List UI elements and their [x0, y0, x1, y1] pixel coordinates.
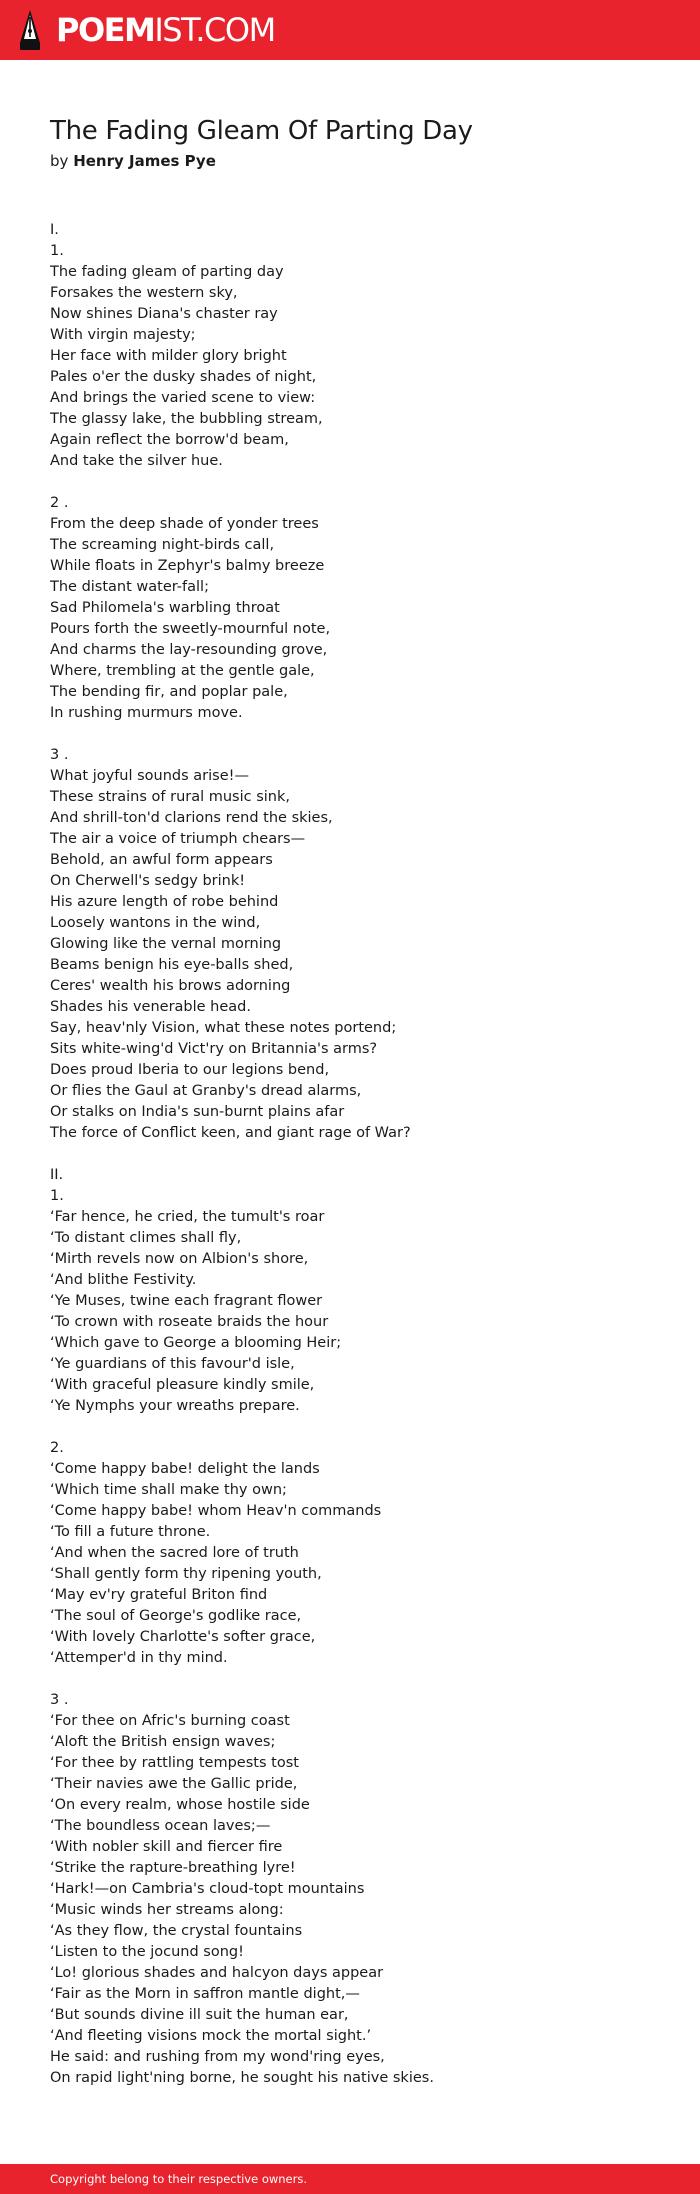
poem-line: ‘Ye Muses, twine each fragrant flower	[50, 1293, 323, 1309]
poem-line: Where, trembling at the gentle gale,	[50, 663, 315, 679]
poem-line: Her face with milder glory bright	[50, 348, 287, 364]
poem-line: ‘Which gave to George a blooming Heir;	[50, 1335, 342, 1351]
poem-line: ‘But sounds divine ill suit the human ear,	[50, 2007, 349, 2023]
site-footer	[0, 2164, 700, 2194]
poem-line: ‘Attemper'd in thy mind.	[50, 1650, 228, 1666]
poem-line: ‘And blithe Festivity.	[50, 1272, 197, 1288]
stanza-break	[50, 1417, 650, 1438]
poem-line: ‘As they flow, the crystal fountains	[50, 1923, 303, 1939]
poem-line: ‘Their navies awe the Gallic pride,	[50, 1776, 298, 1792]
poem-line: Ceres' wealth his brows adorning	[50, 978, 291, 994]
poem-content	[50, 114, 650, 2089]
poem-line: ‘May ev'ry grateful Briton find	[50, 1587, 268, 1603]
poem-line: ‘Fair as the Morn in saffron mantle dight,—	[50, 1986, 360, 2002]
poem-line: 2 .	[50, 495, 69, 511]
poem-line: I.	[50, 222, 59, 238]
poem-line: ‘Hark!—on Cambria's cloud-topt mountains	[50, 1881, 365, 1897]
poem-line: ‘The boundless ocean laves;—	[50, 1818, 271, 1834]
poem-line: Sits white-wing'd Vict'ry on Britannia's arms?	[50, 1041, 378, 1057]
poem-byline	[50, 148, 650, 174]
poem-line: Or stalks on India's sun-burnt plains afar	[50, 1104, 345, 1120]
poem-line: The fading gleam of parting day	[50, 264, 284, 280]
poem-line: II.	[50, 1167, 64, 1183]
poem-line: He said: and rushing from my wond'ring eyes,	[50, 2049, 385, 2065]
poem-line: ‘With nobler skill and fiercer fire	[50, 1839, 283, 1855]
poem-line: 3 .	[50, 1692, 69, 1708]
poem-line: ‘Come happy babe! whom Heav'n commands	[50, 1503, 382, 1519]
poem-line: ‘On every realm, whose hostile side	[50, 1797, 310, 1813]
poem-line: ‘To distant climes shall fly,	[50, 1230, 242, 1246]
site-header	[0, 0, 700, 60]
poem-line: ‘The soul of George's godlike race,	[50, 1608, 302, 1624]
poem-line: ‘With lovely Charlotte's softer grace,	[50, 1629, 316, 1645]
poem-line: The force of Conflict keen, and giant rage of War?	[50, 1125, 411, 1141]
poem-line: Pales o'er the dusky shades of night,	[50, 369, 317, 385]
poem-line: The bending fir, and poplar pale,	[50, 684, 288, 700]
poem-line: ‘To fill a future throne.	[50, 1524, 211, 1540]
quill-pen-icon	[18, 9, 42, 51]
poem-line: Forsakes the western sky,	[50, 285, 238, 301]
poem-line: From the deep shade of yonder trees	[50, 516, 319, 532]
poem-title: The Fading Gleam Of Parting Day	[50, 116, 473, 146]
logo-wordmark	[56, 10, 275, 50]
poem-line: And charms the lay-resounding grove,	[50, 642, 328, 658]
poem-line: Loosely wantons in the wind,	[50, 915, 261, 931]
poem-line: ‘Ye Nymphs your wreaths prepare.	[50, 1398, 300, 1414]
poem-line: On rapid light'ning borne, he sought his native skies.	[50, 2070, 434, 2086]
poem-line: 1.	[50, 243, 64, 259]
poem-line: The distant water-fall;	[50, 579, 209, 595]
stanza-break	[50, 724, 650, 745]
poem-line: ‘Music winds her streams along:	[50, 1902, 284, 1918]
poem-line: Does proud Iberia to our legions bend,	[50, 1062, 330, 1078]
stanza-break	[50, 1144, 650, 1165]
poem-line: ‘Far hence, he cried, the tumult's roar	[50, 1209, 325, 1225]
poem-line: What joyful sounds arise!—	[50, 768, 249, 784]
stanza-break	[50, 1669, 650, 1690]
poem-line: On Cherwell's sedgy brink!	[50, 873, 246, 889]
poem-body	[50, 220, 650, 2089]
stanza-break	[50, 472, 650, 493]
poem-line: Again reflect the borrow'd beam,	[50, 432, 289, 448]
poem-line: In rushing murmurs move.	[50, 705, 243, 721]
poem-line: ‘Aloft the British ensign waves;	[50, 1734, 276, 1750]
copyright-notice: Copyright belong to their respective owners.	[50, 2172, 308, 2186]
poem-line: ‘Strike the rapture-breathing lyre!	[50, 1860, 296, 1876]
poem-line: Pours forth the sweetly-mournful note,	[50, 621, 331, 637]
poem-line: While floats in Zephyr's balmy breeze	[50, 558, 325, 574]
poem-line: And shrill-ton'd clarions rend the skies,	[50, 810, 333, 826]
poem-author[interactable]: Henry James Pye	[73, 152, 216, 170]
poem-line: The glassy lake, the bubbling stream,	[50, 411, 323, 427]
poem-line: ‘For thee by rattling tempests tost	[50, 1755, 299, 1771]
poem-line: ‘To crown with roseate braids the hour	[50, 1314, 329, 1330]
poem-line: ‘Mirth revels now on Albion's shore,	[50, 1251, 309, 1267]
poem-line: ‘Shall gently form thy ripening youth,	[50, 1566, 322, 1582]
poem-line: ‘Listen to the jocund song!	[50, 1944, 244, 1960]
site-logo[interactable]	[18, 10, 275, 50]
poem-line: 2.	[50, 1440, 64, 1456]
poem-line: ‘Lo! glorious shades and halcyon days appear	[50, 1965, 384, 1981]
logo-bold-text: POEM	[56, 11, 155, 49]
poem-line: And take the silver hue.	[50, 453, 223, 469]
poem-line: 1.	[50, 1188, 64, 1204]
poem-line: ‘Come happy babe! delight the lands	[50, 1461, 320, 1477]
poem-line: His azure length of robe behind	[50, 894, 279, 910]
poem-line: The air a voice of triumph chears—	[50, 831, 306, 847]
poem-line: With virgin majesty;	[50, 327, 196, 343]
poem-line: ‘For thee on Afric's burning coast	[50, 1713, 290, 1729]
by-label: by	[50, 152, 69, 170]
poem-line: Beams benign his eye-balls shed,	[50, 957, 294, 973]
poem-line: These strains of rural music sink,	[50, 789, 291, 805]
poem-line: Shades his venerable head.	[50, 999, 251, 1015]
logo-light-text: IST.COM	[154, 11, 275, 49]
poem-line: Or flies the Gaul at Granby's dread alarms,	[50, 1083, 362, 1099]
poem-line: Behold, an awful form appears	[50, 852, 273, 868]
poem-line: ‘And fleeting visions mock the mortal sight.’	[50, 2028, 372, 2044]
poem-line: Sad Philomela's warbling throat	[50, 600, 280, 616]
poem-line: ‘With graceful pleasure kindly smile,	[50, 1377, 315, 1393]
poem-line: ‘Which time shall make thy own;	[50, 1482, 287, 1498]
poem-line: 3 .	[50, 747, 69, 763]
poem-line: Glowing like the vernal morning	[50, 936, 282, 952]
poem-line: Say, heav'nly Vision, what these notes portend;	[50, 1020, 397, 1036]
poem-line: Now shines Diana's chaster ray	[50, 306, 278, 322]
poem-line: The screaming night-birds call,	[50, 537, 275, 553]
poem-line: ‘And when the sacred lore of truth	[50, 1545, 299, 1561]
poem-line: ‘Ye guardians of this favour'd isle,	[50, 1356, 295, 1372]
poem-line: And brings the varied scene to view:	[50, 390, 316, 406]
